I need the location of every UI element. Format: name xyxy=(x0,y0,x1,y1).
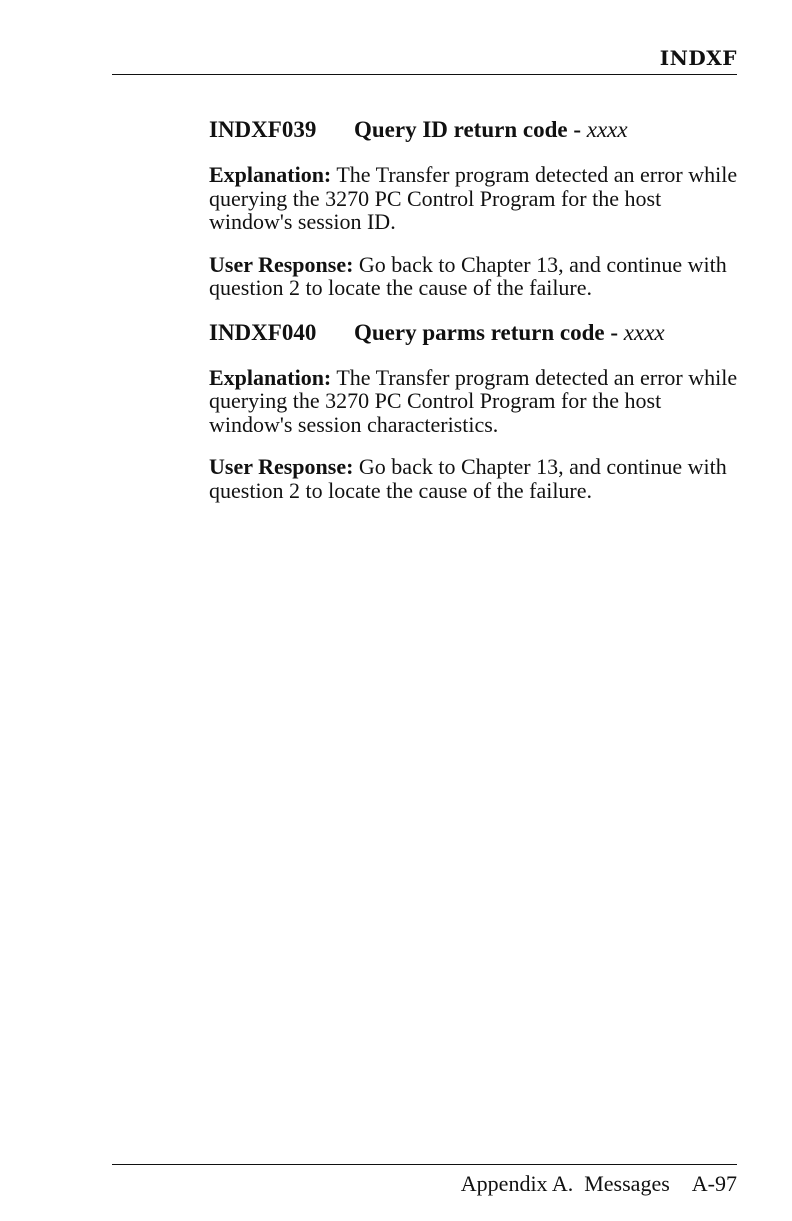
message-indxf039 xyxy=(209,116,739,300)
message-variable: xxxx xyxy=(623,319,665,345)
message-code: INDXF039 xyxy=(209,117,317,142)
user-response-paragraph xyxy=(209,253,739,300)
message-variable: xxxx xyxy=(586,117,628,142)
user-response-paragraph xyxy=(209,455,739,502)
footer-page-number: A-97 xyxy=(691,1171,737,1196)
message-list xyxy=(209,116,739,521)
message-title: Query ID return code - xyxy=(354,117,587,142)
footer-section: Appendix A. Messages xyxy=(460,1171,670,1196)
message-code: INDXF040 xyxy=(209,319,317,345)
explanation-text: The Transfer program detected an error while querying the 3270 PC Control Program for the host window's session ID. xyxy=(209,162,738,234)
user-response-text: Go back to Chapter 13, and continue with question 2 to locate the cause of the failure. xyxy=(209,251,727,300)
message-heading xyxy=(209,116,739,144)
message-title: Query parms return code - xyxy=(354,319,624,345)
user-response-label: User Response: xyxy=(209,251,354,277)
user-response-text: Go back to Chapter 13, and continue with question 2 to locate the cause of the failure. xyxy=(209,454,727,503)
page-footer xyxy=(112,1164,737,1196)
explanation-label: Explanation: xyxy=(209,162,332,187)
footer-text xyxy=(461,1171,737,1197)
message-heading xyxy=(209,319,739,347)
message-indxf040 xyxy=(209,319,739,503)
page-header xyxy=(112,44,737,75)
explanation-paragraph xyxy=(209,366,739,437)
user-response-label: User Response: xyxy=(209,454,354,479)
explanation-label: Explanation: xyxy=(209,364,332,390)
explanation-paragraph xyxy=(209,163,739,234)
header-title: INDXF xyxy=(659,46,737,70)
explanation-text: The Transfer program detected an error while querying the 3270 PC Control Program for the host window's session characteristics. xyxy=(209,364,738,437)
